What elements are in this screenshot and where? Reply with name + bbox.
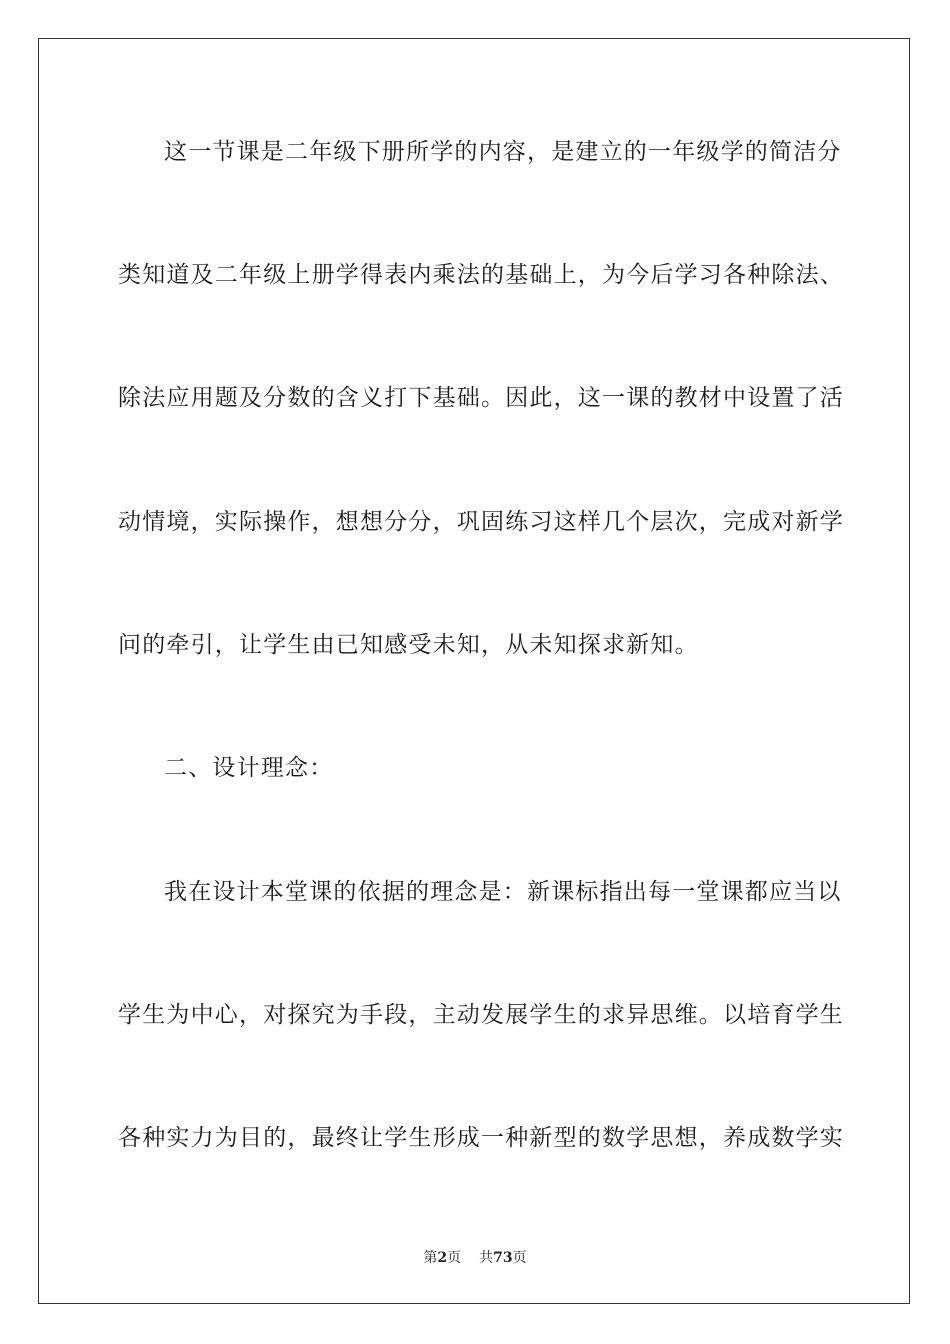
page-border [38, 38, 910, 1304]
section-heading: 二、设计理念： [164, 755, 334, 781]
total-suffix: 页 [512, 1250, 527, 1266]
paragraph-line: 问的牵引，让学生由已知感受未知，从未知探求新知。 [118, 632, 699, 658]
paragraph-line: 各种实力为目的，最终让学生形成一种新型的数学思想，养成数学实 [118, 1125, 844, 1151]
paragraph-line: 动情境，实际操作，想想分分，巩固练习这样几个层次，完成对新学 [118, 509, 844, 535]
page-number: 2 [437, 1250, 448, 1266]
paragraph-line: 学生为中心，对探究为手段，主动发展学生的求异思维。以培育学生 [118, 1002, 844, 1028]
page-footer [0, 1247, 950, 1267]
paragraph-line: 我在设计本堂课的依据的理念是：新课标指出每一堂课都应当以 [164, 879, 842, 905]
total-pages: 73 [493, 1250, 513, 1266]
total-prefix: 共 [479, 1250, 494, 1266]
paragraph-line: 除法应用题及分数的含义打下基础。因此，这一课的教材中设置了活 [118, 385, 844, 411]
paragraph-line: 类知道及二年级上册学得表内乘法的基础上，为今后学习各种除法、 [118, 262, 844, 288]
paragraph-line: 这一节课是二年级下册所学的内容，是建立的一年级学的简洁分 [164, 139, 842, 165]
page-suffix: 页 [447, 1250, 462, 1266]
page-prefix: 第 [423, 1250, 438, 1266]
